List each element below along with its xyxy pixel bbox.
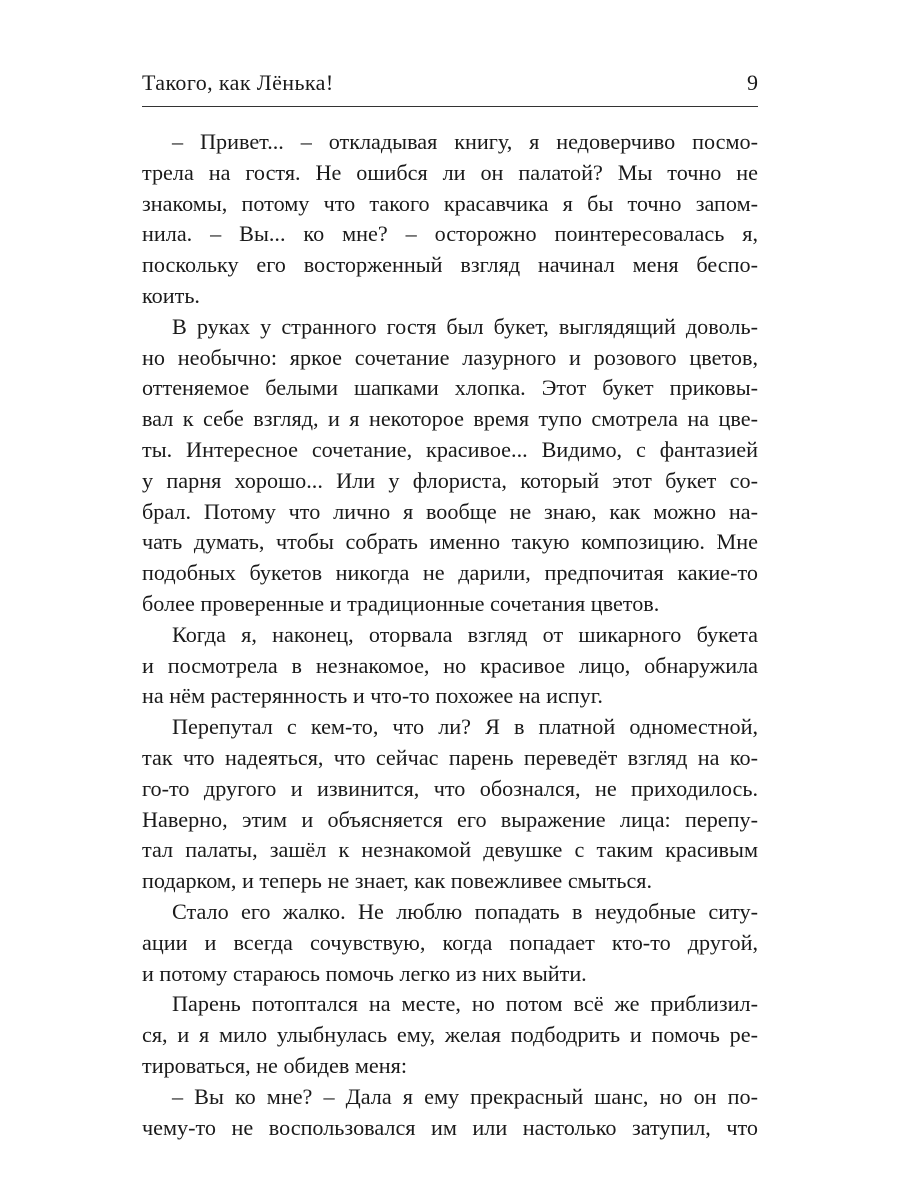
text-line: го-то другого и извинится, что обознался, не приходилось.	[142, 775, 758, 801]
text-line: – Вы ко мне? – Дала я ему прекрасный шанс, но он по-	[172, 1083, 758, 1109]
header-title: Такого, как Лёнька!	[142, 70, 334, 95]
text-line: ся, и я мило улыбнулась ему, желая подбодрить и помочь ре-	[142, 1022, 758, 1048]
text-line: вал к себе взгляд, и я некоторое время тупо смотрела на цве-	[142, 406, 758, 432]
text-line: тироваться, не обидев меня:	[142, 1052, 407, 1078]
text-line: чать думать, чтобы собрать именно такую композицию. Мне	[142, 529, 758, 555]
text-line: поскольку его восторженный взгляд начинал меня беспо-	[142, 252, 758, 278]
text-line: и потому стараюсь помочь легко из них выйти.	[142, 960, 587, 986]
text-line: тал палаты, зашёл к незнакомой девушке с таким красивым	[142, 837, 758, 863]
text-line: знакомы, потому что такого красавчика я бы точно запом-	[142, 190, 758, 216]
text-line: Перепутал с кем-то, что ли? Я в платной одноместной,	[172, 714, 758, 740]
text-line: – Привет... – откладывая книгу, я недоверчиво посмо-	[172, 129, 758, 154]
text-line: более проверенные и традиционные сочетания цветов.	[142, 590, 660, 616]
text-line: подобных букетов никогда не дарили, предпочитая какие-то	[142, 560, 758, 586]
header-rule	[142, 106, 758, 107]
text-line: и посмотрела в незнакомое, но красивое лицо, обнаружила	[142, 652, 758, 678]
body-text	[142, 127, 758, 1143]
text-line: трела на гостя. Не ошибся ли он палатой? Мы точно не	[142, 159, 758, 185]
text-line: ты. Интересное сочетание, красивое... Видимо, с фантазией	[142, 436, 758, 462]
text-line: В руках у странного гостя был букет, выглядящий доволь-	[172, 313, 758, 339]
text-line: так что надеяться, что сейчас парень переведёт взгляд на ко-	[142, 744, 758, 770]
text-line: Когда я, наконец, оторвала взгляд от шикарного букета	[172, 621, 758, 647]
text-line: брал. Потому что лично я вообще не знаю, как можно на-	[142, 498, 758, 524]
text-line: подарком, и теперь не знает, как повежливее смыться.	[142, 868, 653, 894]
running-header	[142, 70, 758, 100]
text-line: Парень потоптался на месте, но потом всё же приблизил-	[172, 991, 758, 1017]
text-line: на нём растерянность и что-то похожее на испуг.	[142, 683, 603, 709]
text-line: Стало его жалко. Не люблю попадать в неудобные ситу-	[172, 898, 758, 924]
page-number: 9	[747, 70, 758, 95]
text-line: но необычно: яркое сочетание лазурного и розового цветов,	[142, 344, 758, 370]
text-line: нила. – Вы... ко мне? – осторожно поинтересовалась я,	[142, 221, 758, 247]
text-line: ации и всегда сочувствую, когда попадает кто-то другой,	[142, 929, 758, 955]
text-line: оттеняемое белыми шапками хлопка. Этот букет приковы-	[142, 375, 758, 401]
text-line: коить.	[142, 282, 200, 308]
text-line: у парня хорошо... Или у флориста, который этот букет со-	[142, 467, 758, 493]
text-line: чему-то не воспользовался им или настолько затупил, что	[142, 1114, 758, 1140]
text-line: Наверно, этим и объясняется его выражение лица: перепу-	[142, 806, 758, 832]
